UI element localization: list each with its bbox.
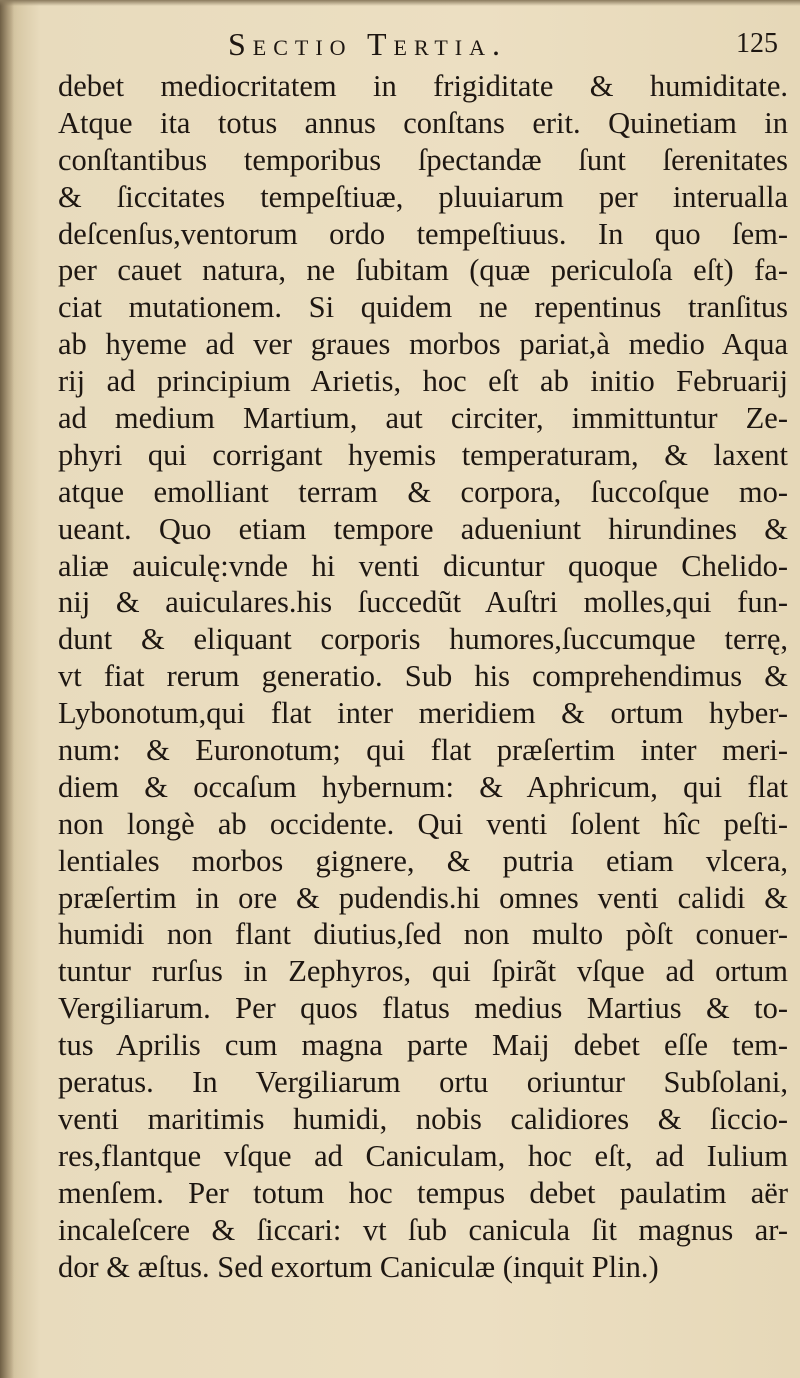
text-line: aliæ auiculę:vnde hi venti dicuntur quoque Chelido-	[58, 548, 788, 583]
text-line: venti maritimis humidi, nobis calidiores & ſiccio-	[58, 1101, 788, 1136]
text-line: & ſiccitates tempeſtiuæ, pluuiarum per interualla	[58, 179, 788, 214]
gutter-shadow	[0, 0, 14, 1378]
text-line: præſertim in ore & pudendis.hi omnes venti calidi &	[58, 880, 788, 915]
text-line: phyri qui corrigant hyemis temperaturam, & laxent	[58, 437, 788, 472]
text-line: incaleſcere & ſiccari: vt ſub canicula ſit magnus ar-	[58, 1212, 788, 1247]
text-line: humidi non flant diutius,ſed non multo pòſt conuer-	[58, 917, 788, 952]
text-line: Atque ita totus annus conſtans erit. Quinetiam in	[58, 105, 788, 140]
text-line: tuntur rurſus in Zephyros, qui ſpirãt vſque ad ortum	[58, 954, 788, 989]
body-text	[58, 68, 788, 1285]
text-line: diem & occaſum hybernum: & Aphricum, qui flat	[58, 769, 788, 804]
text-line: non longè ab occidente. Qui venti ſolent hîc peſti-	[58, 806, 788, 841]
page-number: 125	[736, 28, 778, 59]
text-line: ab hyeme ad ver graues morbos pariat,à medio Aqua	[58, 327, 788, 362]
text-line: ad medium Martium, aut circiter, immittuntur Ze-	[58, 401, 788, 436]
text-line: Lybonotum,qui flat inter meridiem & ortum hyber-	[58, 696, 788, 731]
text-line: debet mediocritatem in frigiditate & humiditate.	[58, 69, 788, 103]
text-line: tus Aprilis cum magna parte Maij debet eſſe tem-	[58, 1028, 788, 1063]
text-line: conſtantibus temporibus ſpectandæ ſunt ſerenitates	[58, 142, 788, 177]
text-line: rij ad principium Arietis, hoc eſt ab initio Februarij	[58, 364, 788, 399]
text-line: ueant. Quo etiam tempore adueniunt hirundines &	[58, 511, 788, 546]
text-line: dunt & eliquant corporis humores,ſuccumque terrę,	[58, 622, 788, 657]
running-head: Sectio Tertia.	[228, 26, 507, 62]
text-line: num: & Euronotum; qui flat præſertim inter meri-	[58, 733, 788, 768]
text-line: atque emolliant terram & corpora, ſuccoſque mo-	[58, 474, 788, 509]
text-line: lentiales morbos gignere, & putria etiam vlcera,	[58, 843, 788, 878]
text-line: ciat mutationem. Si quidem ne repentinus tranſitus	[58, 290, 788, 325]
text-line: per cauet natura, ne ſubitam (quæ periculoſa eſt) fa-	[58, 253, 788, 288]
page-top-edge	[0, 0, 800, 6]
text-line: nij & auiculares.his ſuccedũt Auſtri molles,qui fun-	[58, 585, 788, 620]
text-line: menſem. Per totum hoc tempus debet paulatim aër	[58, 1175, 788, 1210]
page-header	[60, 22, 782, 70]
text-line: res,flantque vſque ad Caniculam, hoc eſt, ad Iulium	[58, 1138, 788, 1173]
text-line: dor & æſtus. Sed exortum Caniculæ (inquit Plin.)	[58, 1249, 659, 1284]
text-line: vt fiat rerum generatio. Sub his comprehendimus &	[58, 659, 788, 694]
text-line: peratus. In Vergiliarum ortu oriuntur Subſolani,	[58, 1065, 788, 1100]
text-line: deſcenſus,ventorum ordo tempeſtiuus. In quo ſem-	[58, 216, 788, 251]
text-line: Vergiliarum. Per quos flatus medius Martius & to-	[58, 991, 788, 1026]
